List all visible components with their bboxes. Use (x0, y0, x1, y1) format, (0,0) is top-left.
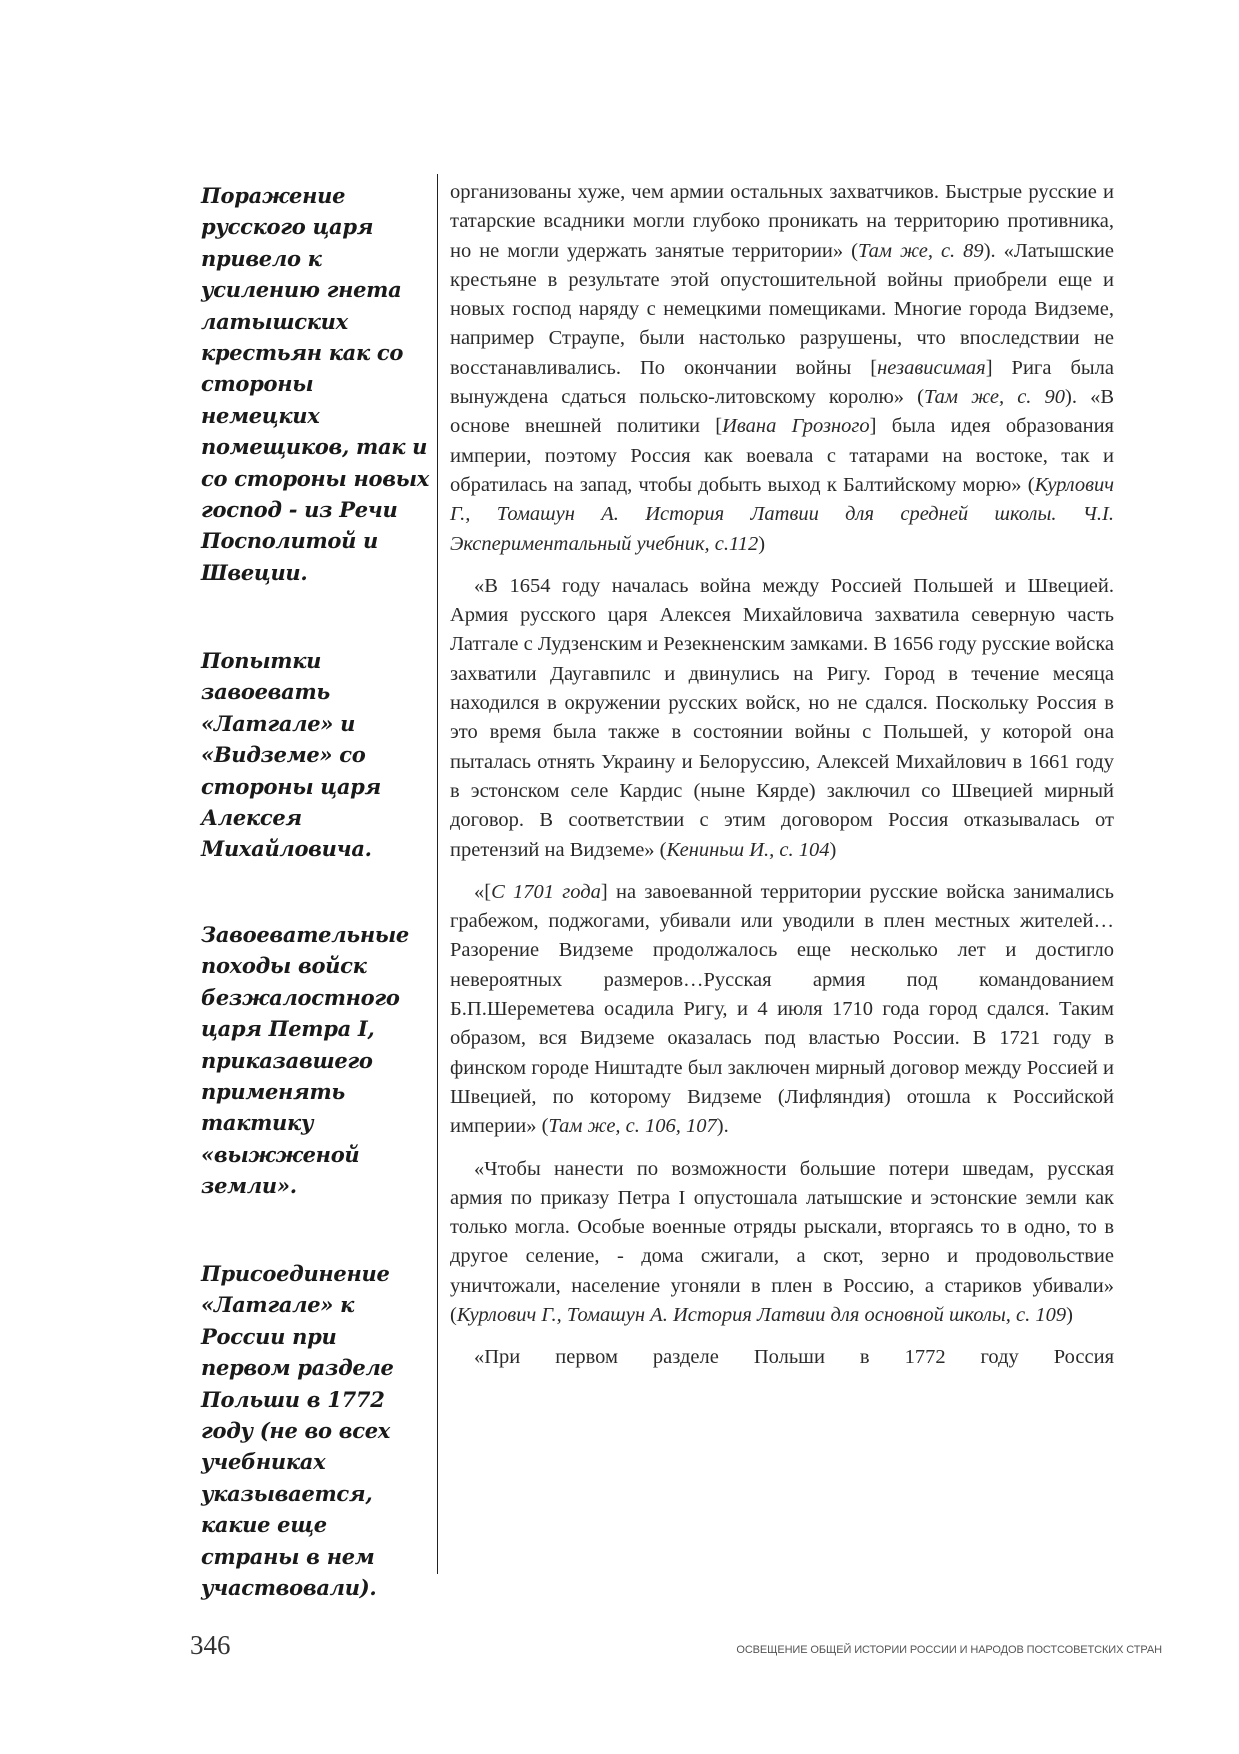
editorial-insert: Ивана Грозного (722, 415, 870, 438)
citation: Кениньш И., с. 104 (666, 838, 830, 861)
paragraph-1: организованы хуже, чем армии остальных захватчиков. Быстрые русские и татарские всадники могли глубоко проникать на территорию противника, но не могли удержать занятые территории» (Там же, с. 89). «Латышские крестьяне в результате этой опустошительной войны приобрели еще и новых господ наряду с немецкими помещиками. Многие города Видземе, например Страупе, были настолько разрушены, что впоследствии не восстанавливались. По окончании войны [независимая] Рига была вынуждена сдаться польско-литовскому королю» (Там же, с. 90). «В основе внешней политики [Ивана Грозного] была идея образования империи, поэтому Россия как воевала с татарами на востоке, так и обратилась на запад, чтобы добыть выход к Балтийскому морю» (Курлович Г., Томашун А. История Латвии для средней школы. Ч.I. Экспериментальный учебник, с.112) (450, 181, 1115, 555)
citation: Курлович Г., Томашун А. История Латвии для средней школы. Ч.I. Экспериментальный учебник, с.112 (450, 473, 1114, 555)
main-text-column (450, 178, 1114, 1386)
paragraph-2: «В 1654 году началась война между Россией Польшей и Швецией. Армия русского царя Алексея Михайловича захватила северную часть Латгале с Лудзенским и Резекненским замками. В 1656 году русские войска захватили Даугавпилс и двинулись на Ригу. Город в течение месяца находился в окружении русских войск, но не сдался. Поскольку Россия в это время была также в состоянии войны с Польшей, у которой она пыталась отнять Украину и Белоруссию, Алексей Михайлович в 1661 году в эстонском селе Кардис (ныне Кярде) заключил со Швецией мирный договор. В соответствии с этим договором Россия отказывалась от претензий на Видземе» (Кениньш И., с. 104) (450, 574, 1114, 861)
side-note-1: Поражение русского царя привело к усилению гнета латышских крестьян как со стороны немецких помещиков, так и со стороны новых господ - из Речи Посполитой и Швеции. (201, 183, 429, 585)
side-note-4: Присоединение «Латгале» к России при первом разделе Польши в 1772 году (не во всех учебниках указывается, какие еще страны в нем участвовали). (201, 1261, 394, 1601)
running-footer-title: ОСВЕЩЕНИЕ ОБЩЕЙ ИСТОРИИ РОССИИ И НАРОДОВ ПОСТСОВЕТСКИХ СТРАН (736, 1644, 1162, 1656)
editorial-insert: независимая (877, 356, 986, 379)
citation: Там же, с. 89 (857, 239, 984, 262)
side-note-3: Завоевательные походы войск безжалостного царя Петра I, приказавшего применять тактику «выжженой земли». (201, 922, 409, 1199)
side-note-2: Попытки завоевать «Латгале» и «Видземе» со стороны царя Алексея Михайловича. (201, 648, 381, 862)
citation: Там же, с. 106, 107 (548, 1115, 717, 1138)
paragraph-5: «При первом разделе Польши в 1772 году Россия (474, 1346, 1114, 1369)
paragraph-4: «Чтобы нанести по возможности большие потери шведам, русская армия по приказу Петра I опустошала латышские и эстонские земли как только могла. Особые военные отряды рыскали, вторгаясь то в одно, то в другое селение, - дома сжигали, а скот, зерно и продовольствие уничтожали, население угоняли в плен в Россию, а стариков убивали» (Курлович Г., Томашун А. История Латвии для основной школы, с. 109) (450, 1157, 1114, 1326)
column-divider (437, 174, 438, 1574)
citation: Там же, с. 90 (923, 386, 1066, 409)
paragraph-3: «[С 1701 года] на завоеванной территории русские войска занимались грабежом, поджогами, убивали или уводили в плен местных жителей… Разорение Видземе продолжалось еще несколько лет и достигло невероятных размеров…Русская армия под командованием Б.П.Шереметева осадила Ригу, и 4 июля 1710 года город сдался. Таким образом, вся Видземе оказалась под властью России. В 1721 году в финском городе Ништадте был заключен мирный договор между Россией и Швецией, по которому Видземе (Лифляндия) отошла к Российской империи» (Там же, с. 106, 107). (450, 880, 1114, 1138)
citation: Курлович Г., Томашун А. История Латвии для основной школы, с. 109 (456, 1303, 1067, 1326)
page-number: 346 (190, 1630, 231, 1660)
editorial-insert: С 1701 года (491, 880, 601, 903)
